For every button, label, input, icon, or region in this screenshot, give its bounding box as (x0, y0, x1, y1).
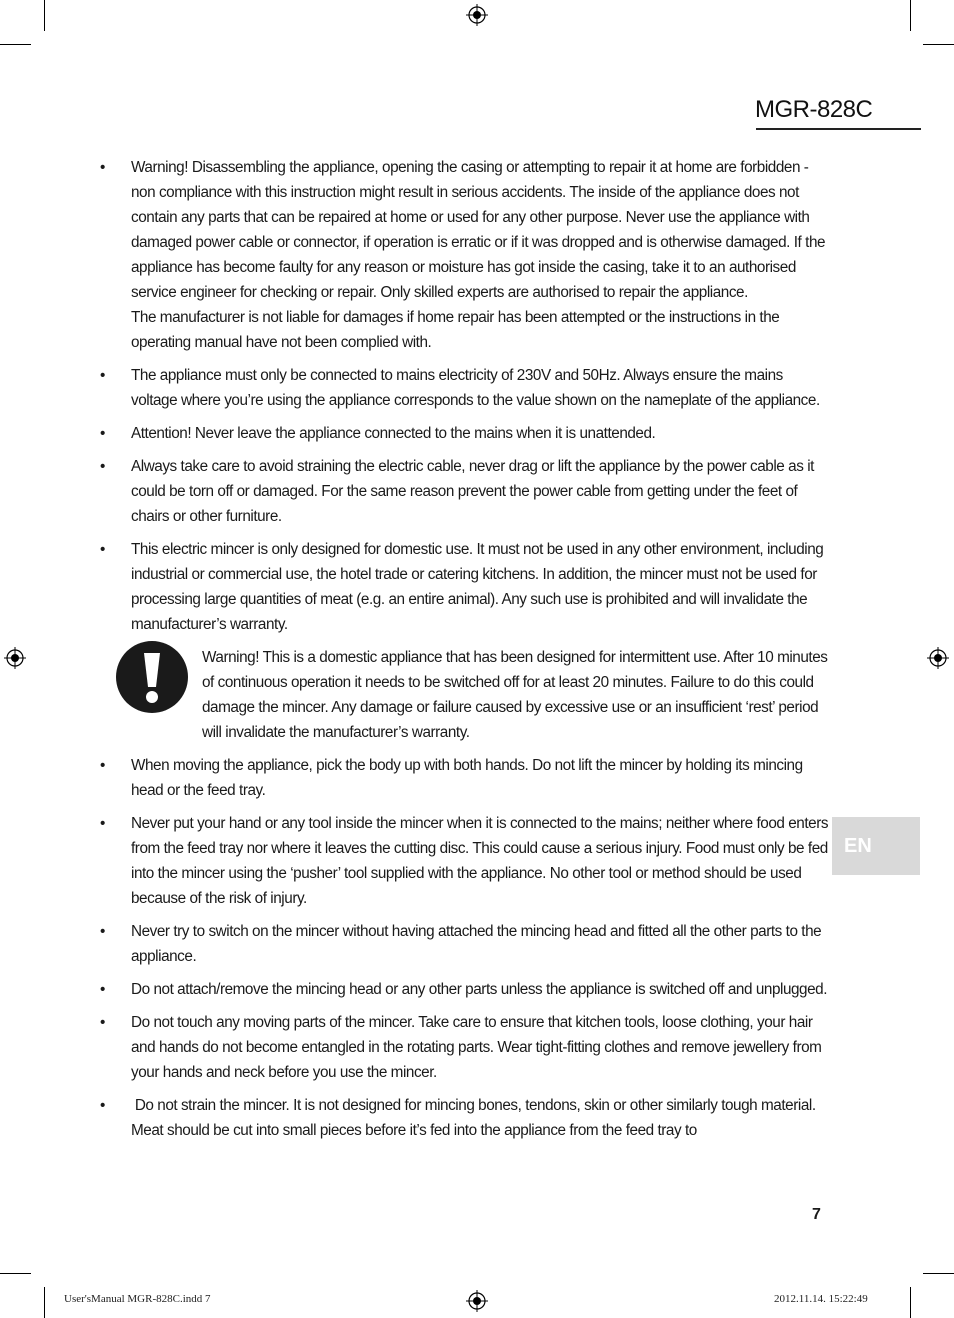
bullet: • (100, 425, 105, 442)
list-item (100, 155, 830, 355)
bullet: • (100, 541, 105, 558)
list-item-text: When moving the appliance, pick the body up with both hands. Do not lift the mincer by holding its mincing head or the feed tray. (131, 757, 803, 799)
list-item (100, 977, 830, 1002)
crop-mark (910, 1287, 911, 1318)
crop-mark (910, 0, 911, 31)
list-item (100, 919, 830, 969)
list-item-text: Always take care to avoid straining the electric cable, never drag or lift the appliance by the power cable as it could be torn off or damaged. For the same reason prevent the power cable from getting under the feet of chairs or other furniture. (131, 458, 814, 525)
safety-instructions (100, 155, 830, 1151)
list-item (100, 811, 830, 911)
exclamation-circle-icon (116, 641, 188, 713)
header-rule (756, 128, 921, 130)
list-item (100, 537, 830, 637)
list-item (100, 753, 830, 803)
bullet: • (100, 815, 105, 832)
registration-mark-icon (466, 4, 488, 26)
warning-note (100, 645, 830, 745)
registration-mark-icon (4, 647, 26, 669)
list-item (100, 421, 830, 446)
list-item-text: Do not strain the mincer. It is not designed for mincing bones, tendons, skin or other similarly tough material. Meat should be cut into small pieces before it’s fed into the appliance from the feed tray to (131, 1097, 820, 1139)
crop-mark (44, 0, 45, 31)
crop-mark (44, 1287, 45, 1318)
crop-mark (0, 44, 31, 45)
page-number: 7 (812, 1206, 821, 1223)
registration-mark-icon (466, 1290, 488, 1312)
list-item-text: The appliance must only be connected to mains electricity of 230V and 50Hz. Always ensure the mains voltage where you’re using the appliance corresponds to the value shown on the nameplate of the appliance. (131, 367, 820, 409)
bullet: • (100, 1097, 105, 1114)
list-item-text: The manufacturer is not liable for damages if home repair has been attempted or the instructions in the operating manual have not been complied with. (131, 309, 780, 351)
bullet: • (100, 367, 105, 384)
bullet: • (100, 923, 105, 940)
list-item-text: Warning! Disassembling the appliance, opening the casing or attempting to repair it at home are forbidden - non compliance with this instruction might result in serious accidents. The inside of the appliance does not contain any parts that can be repaired at home or used for any other purpose. Never use the appliance with damaged power cable or connector, if operation is erratic or if it was dropped and is otherwise damaged. If the appliance has become faulty for any reason or moisture has got inside the casing, take it to an authorised service engineer for checking or repair. Only skilled experts are authorised to repair the appliance. (131, 159, 826, 301)
bullet: • (100, 757, 105, 774)
list-item (100, 1093, 830, 1143)
list-item-text: Never put your hand or any tool inside the mincer when it is connected to the mains; neither where food enters from the feed tray nor where it leaves the cutting disc. This could cause a serious injury. Food must only be fed into the mincer using the ‘pusher’ tool supplied with the appliance. No other tool or method should be used because of the risk of injury. (131, 815, 829, 907)
list-item (100, 1010, 830, 1085)
list-item-text: Do not touch any moving parts of the mincer. Take care to ensure that kitchen tools, loose clothing, your hair and hands do not become entangled in the rotating parts. Wear tight-fitting clothes and remove jewellery from your hands and neck before you use the mincer. (131, 1014, 822, 1081)
list-item (100, 454, 830, 529)
registration-mark-icon (927, 647, 949, 669)
crop-mark (923, 44, 954, 45)
list-item-text: Attention! Never leave the appliance connected to the mains when it is unattended. (131, 425, 656, 442)
model-title: MGR-828C (755, 96, 873, 123)
bullet: • (100, 981, 105, 998)
list-item-text: This electric mincer is only designed for domestic use. It must not be used in any other environment, including industrial or commercial use, the hotel trade or catering kitchens. In addition, the mincer must not be used for processing large quantities of meat (e.g. an entire animal). Any such use is prohibited and will invalidate the manufacturer’s warranty. (131, 541, 824, 633)
slug-timestamp: 2012.11.14. 15:22:49 (774, 1293, 868, 1305)
bullet: • (100, 159, 105, 176)
list-item-text: Never try to switch on the mincer without having attached the mincing head and fitted all the other parts to the appliance. (131, 923, 822, 965)
crop-mark (923, 1273, 954, 1274)
warning-note-text: Warning! This is a domestic appliance that has been designed for intermittent use. After 10 minutes of continuous operation it needs to be switched off for at least 20 minutes. Failure to do this could damage the mincer. Any damage or failure caused by excessive use or an insufficient ‘rest’ period will invalidate the manufacturer’s warranty. (202, 649, 828, 741)
list-item (100, 363, 830, 413)
bullet: • (100, 458, 105, 475)
language-tab-label: EN (844, 835, 872, 857)
language-tab (832, 817, 920, 875)
slug-filename: User'sManual MGR-828C.indd 7 (64, 1293, 211, 1305)
bullet: • (100, 1014, 105, 1031)
list-item-text: Do not attach/remove the mincing head or any other parts unless the appliance is switched off and unplugged. (131, 981, 828, 998)
crop-mark (0, 1273, 31, 1274)
